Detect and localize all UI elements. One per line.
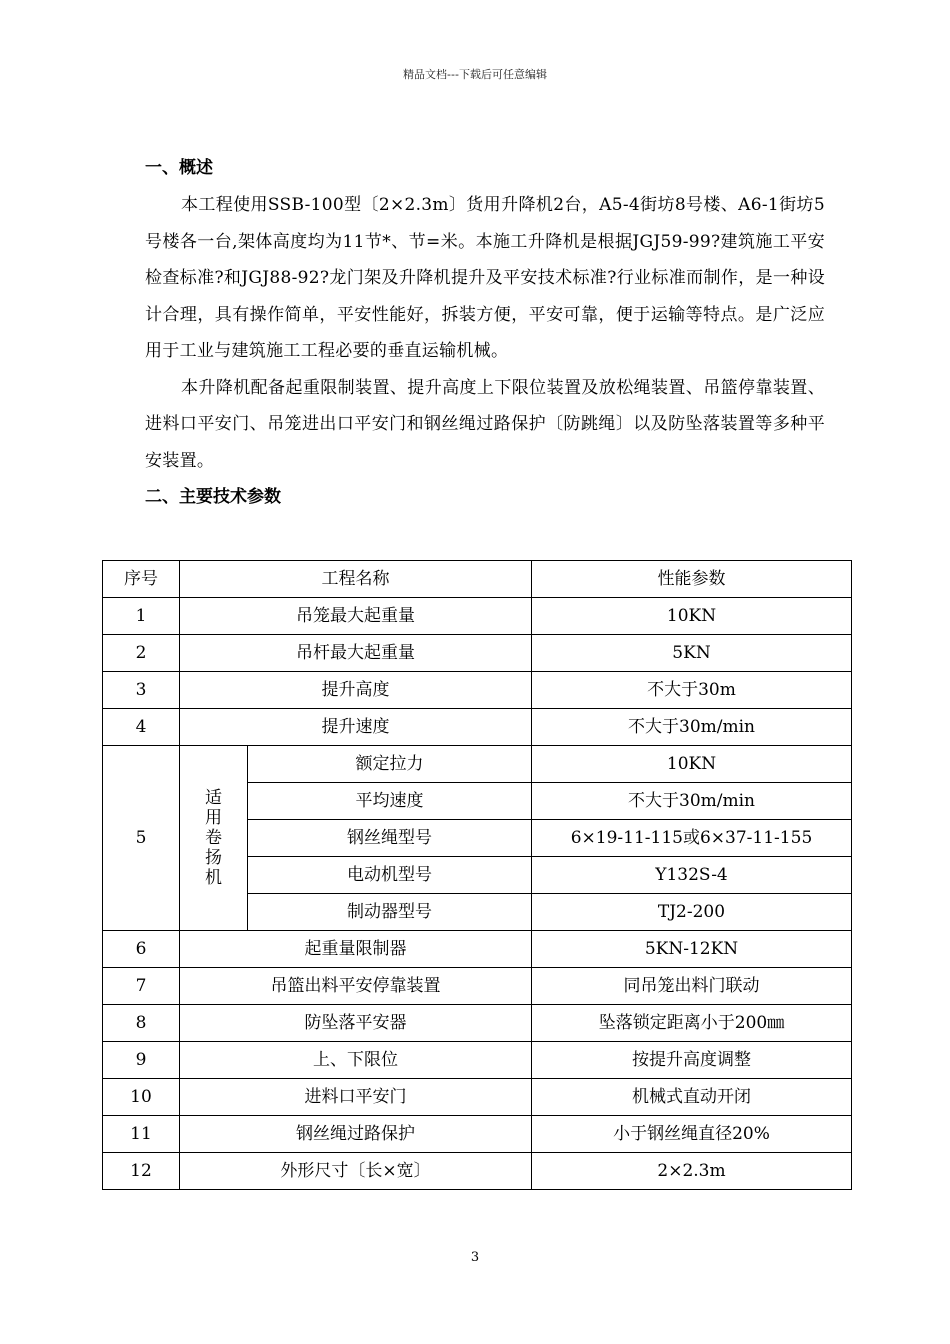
row-no: 11 — [103, 1116, 180, 1153]
header-param: 性能参数 — [532, 561, 852, 598]
row-param: 不大于30m/min — [532, 783, 852, 820]
table-row — [103, 1153, 852, 1190]
row-param: 同吊笼出料门联动 — [532, 968, 852, 1005]
row-no: 5 — [103, 746, 180, 931]
document-body — [145, 150, 825, 516]
table-row — [103, 1116, 852, 1153]
row-item: 额定拉力 — [248, 746, 532, 783]
row-no: 1 — [103, 598, 180, 635]
row-item: 防坠落平安器 — [180, 1005, 532, 1042]
row-param: 6×19-11-115或6×37-11-155 — [532, 820, 852, 857]
overview-paragraph-1: 本工程使用SSB-100型〔2×2.3m〕货用升降机2台，A5-4街坊8号楼、A6-1街坊5号楼各一台,架体高度均为11节*、节=米。本施工升降机是根据JGJ59-99?建筑施工平安检查标准?和JGJ88-92?龙门架及升降机提升及平安技术标准?行业标准而制作，是一种设计合理，具有操作简单，平安性能好，拆装方便，平安可靠，便于运输等特点。是广泛应用于工业与建筑施工工程必要的垂直运输机械。 — [145, 195, 825, 361]
overview-paragraph-2: 本升降机配备起重限制装置、提升高度上下限位装置及放松绳装置、吊篮停靠装置、进料口平安门、吊笼进出口平安门和钢丝绳过路保护〔防跳绳〕以及防坠落装置等多种平安装置。 — [145, 377, 825, 471]
row-item: 外形尺寸〔长×宽〕 — [180, 1153, 532, 1190]
row-param: 5KN-12KN — [532, 931, 852, 968]
table-row — [103, 635, 852, 672]
table-row — [103, 598, 852, 635]
table-header-row — [103, 561, 852, 598]
row-no: 9 — [103, 1042, 180, 1079]
row-item: 进料口平安门 — [180, 1079, 532, 1116]
table-row — [103, 968, 852, 1005]
row-no: 10 — [103, 1079, 180, 1116]
row-param: TJ2-200 — [532, 894, 852, 931]
row-param: 小于钢丝绳直径20% — [532, 1116, 852, 1153]
row-param: 5KN — [532, 635, 852, 672]
table-row — [103, 709, 852, 746]
row-no: 7 — [103, 968, 180, 1005]
table-row — [103, 1042, 852, 1079]
row-param: 10KN — [532, 746, 852, 783]
row-item: 吊篮出料平安停靠装置 — [180, 968, 532, 1005]
group-label — [180, 746, 248, 931]
row-item: 吊杆最大起重量 — [180, 635, 532, 672]
row-item: 电动机型号 — [248, 857, 532, 894]
group-label-char: 卷 — [205, 828, 222, 848]
table-row — [103, 1005, 852, 1042]
group-label-char: 机 — [205, 868, 222, 888]
row-item: 提升高度 — [180, 672, 532, 709]
row-no: 3 — [103, 672, 180, 709]
row-param: 坠落锁定距离小于200㎜ — [532, 1005, 852, 1042]
row-no: 2 — [103, 635, 180, 672]
row-no: 4 — [103, 709, 180, 746]
row-param: 机械式直动开闭 — [532, 1079, 852, 1116]
header-no: 序号 — [103, 561, 180, 598]
row-param: 按提升高度调整 — [532, 1042, 852, 1079]
table-row — [103, 931, 852, 968]
spec-table — [102, 560, 852, 1190]
group-label-char: 用 — [205, 808, 222, 828]
page-number: 3 — [470, 1250, 480, 1265]
row-item: 上、下限位 — [180, 1042, 532, 1079]
table-row — [103, 672, 852, 709]
row-no: 12 — [103, 1153, 180, 1190]
row-item: 钢丝绳过路保护 — [180, 1116, 532, 1153]
row-item: 吊笼最大起重量 — [180, 598, 532, 635]
group-label-char: 扬 — [205, 848, 222, 868]
row-param: 不大于30m/min — [532, 709, 852, 746]
header-item: 工程名称 — [180, 561, 532, 598]
table-row — [103, 746, 852, 783]
row-item: 钢丝绳型号 — [248, 820, 532, 857]
row-param: Y132S-4 — [532, 857, 852, 894]
page-header: 精品文档---下载后可任意编辑 — [403, 68, 547, 81]
row-item: 提升速度 — [180, 709, 532, 746]
section-overview-title: 一、概述 — [145, 158, 213, 178]
row-item: 制动器型号 — [248, 894, 532, 931]
row-param: 不大于30m — [532, 672, 852, 709]
row-no: 6 — [103, 931, 180, 968]
section-params-title: 二、主要技术参数 — [145, 487, 281, 507]
row-param: 2×2.3m — [532, 1153, 852, 1190]
row-param: 10KN — [532, 598, 852, 635]
group-label-char: 适 — [205, 788, 222, 808]
row-no: 8 — [103, 1005, 180, 1042]
table-row — [103, 1079, 852, 1116]
row-item: 起重量限制器 — [180, 931, 532, 968]
row-item: 平均速度 — [248, 783, 532, 820]
